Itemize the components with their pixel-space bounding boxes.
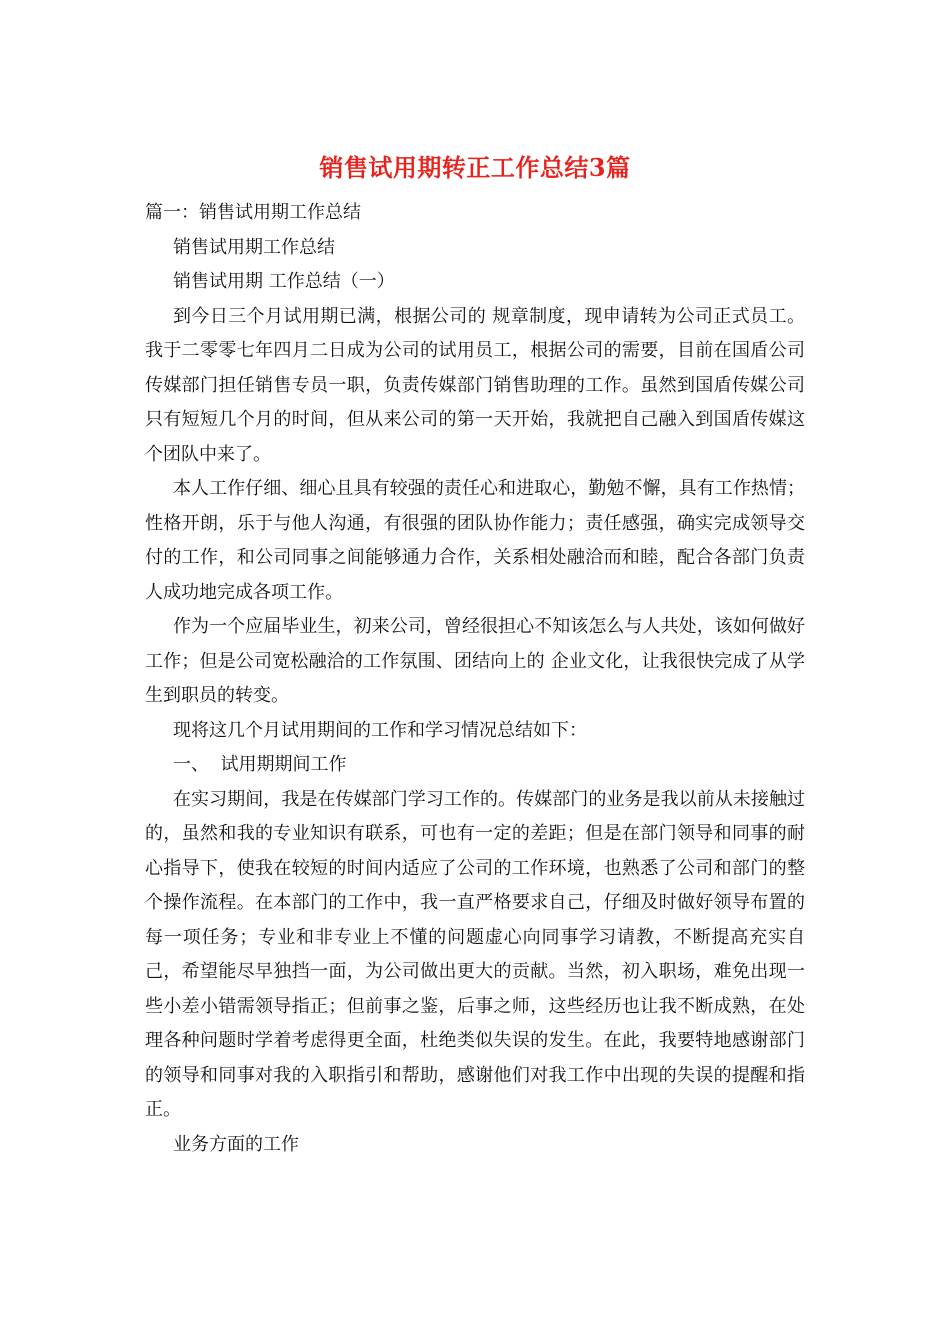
subsection-heading: 销售试用期 工作总结（一）	[173, 271, 395, 292]
paragraph-probation-complete: 到今日三个月试用期已满，根据公司的 规章制度，现申请转为公司正式员工。我于二零零七年四月二日成为公司的试用员工，根据公司的需要，目前在国盾公司传媒部门担任销售专员一职，负责传媒部门销售助理的工作。虽然到国盾传媒公司只有短短几个月的时间，但从来公司的第一天开始，我就把自己融入到国盾传媒这个团队中来了。	[145, 305, 805, 465]
subtitle: 销售试用期工作总结	[173, 236, 335, 258]
paragraph-graduate-transition: 作为一个应届毕业生，初来公司，曾经很担心不知该怎么与人共处，该如何做好工作；但是公司宽松融洽的工作氛围、团结向上的 企业文化，让我很快完成了从学生到职员的转变。	[145, 616, 805, 706]
document-title: 销售试用期转正工作总结3篇	[319, 153, 631, 182]
paragraph-internship: 在实习期间，我是在传媒部门学习工作的。传媒部门的业务是我以前从未接触过的，虽然和我的专业知识有联系，可也有一定的差距；但是在部门领导和同事的耐心指导下，使我在较短的时间内适应了公司的工作环境，也熟悉了公司和部门的整个操作流程。在本部门的工作中，我一直严格要求自己，仔细及时做好领导布置的每一项任务；专业和非专业上不懂的问题虚心向同事学习请教，不断提高充实自己，希望能尽早独挡一面，为公司做出更大的贡献。当然，初入职场，难免出现一些小差小错需领导指正；但前事之鉴，后事之师，这些经历也让我不断成熟，在处理各种问题时学着考虑得更全面，杜绝类似失误的发生。在此，我要特地感谢部门的领导和同事对我的入职指引和帮助，感谢他们对我工作中出现的失误的提醒和指正。	[145, 788, 805, 1120]
document-body	[145, 196, 805, 1162]
paragraph-personal-qualities: 本人工作仔细、细心且具有较强的责任心和进取心，勤勉不懈，具有工作热情；性格开朗，乐于与他人沟通，有很强的团队协作能力；责任感强，确实完成领导交付的工作，和公司同事之间能够通力合作，关系相处融洽而和睦，配合各部门负责人成功地完成各项工作。	[145, 478, 805, 603]
business-heading: 业务方面的工作	[173, 1133, 299, 1155]
list-item-one-heading: 一、 试用期期间工作	[173, 754, 347, 775]
section-heading: 篇一：销售试用期工作总结	[145, 202, 361, 223]
summary-intro: 现将这几个月试用期间的工作和学习情况总结如下：	[173, 719, 587, 741]
